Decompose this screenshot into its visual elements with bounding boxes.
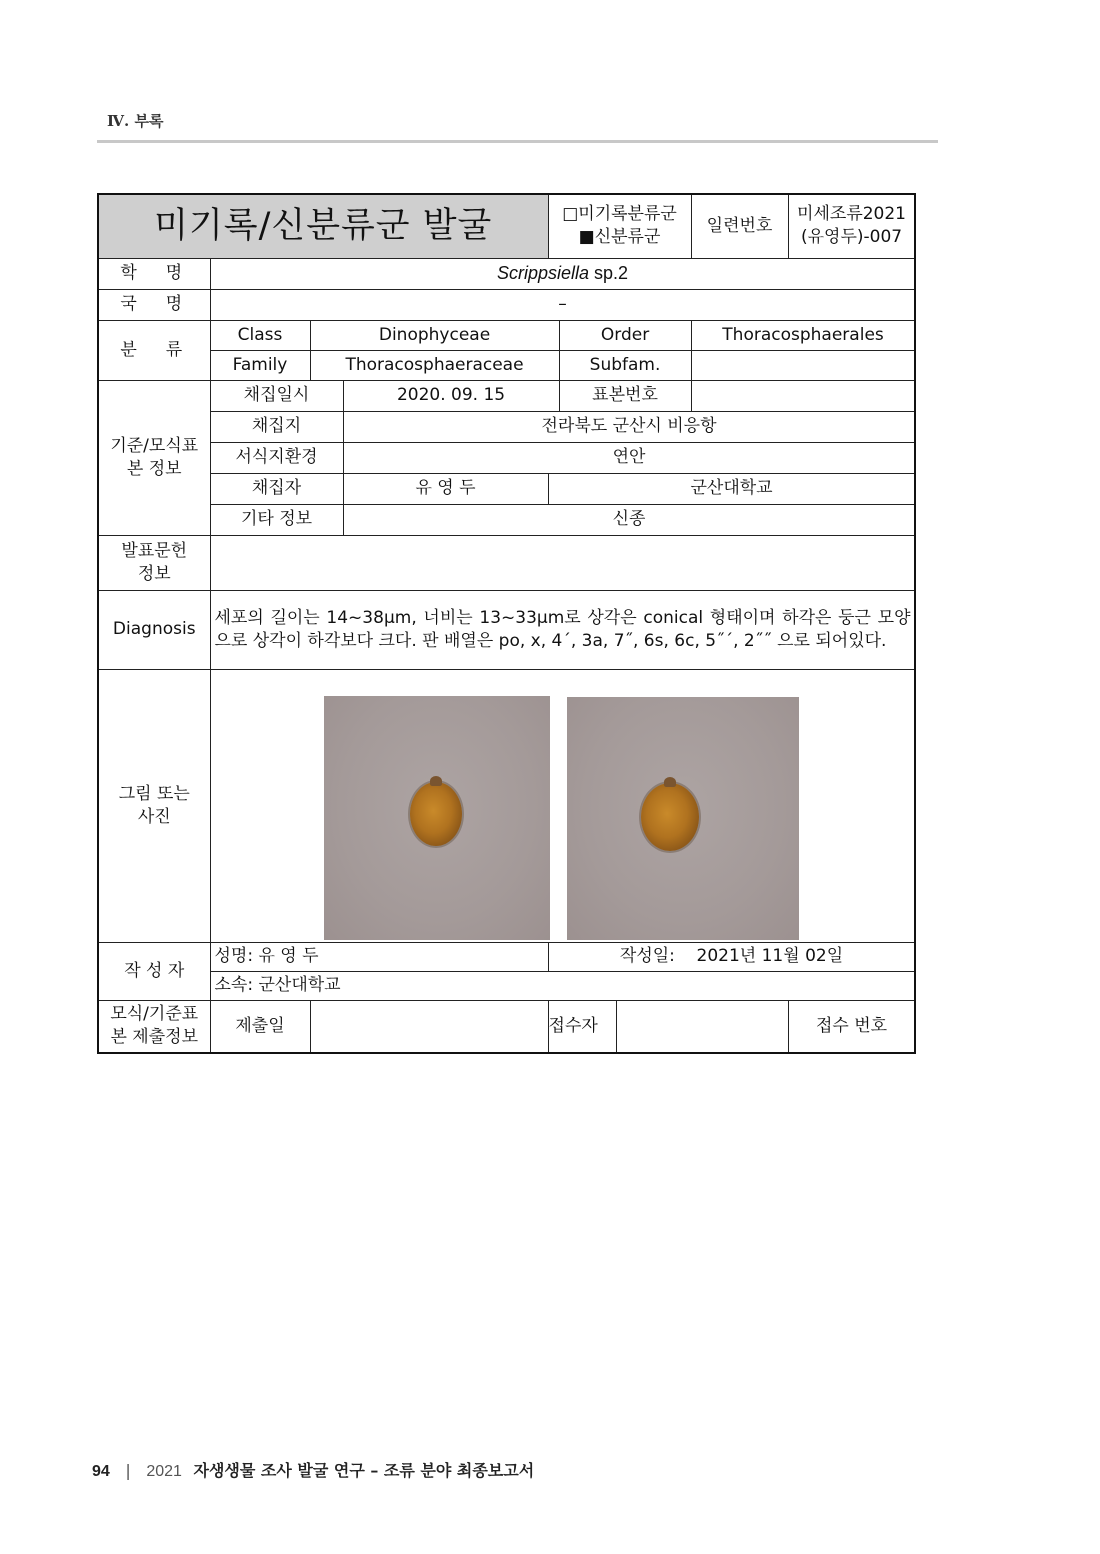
figure-area [210,669,915,942]
publication-label-line2: 정보 [137,563,171,584]
author-name: 성명: 유 영 두 [210,942,548,971]
dinoflagellate-cell-image-2 [641,783,699,851]
collector-affiliation: 군산대학교 [548,473,915,504]
page-number: 94 [92,1463,110,1480]
figure-label-line2: 사진 [137,806,171,827]
figure-label [98,669,210,942]
figure-label-line1: 그림 또는 [118,783,190,804]
author-label: 작 성 자 [98,942,210,1000]
cell-apex-2 [664,777,676,787]
specimen-number-value [691,380,915,411]
collection-date-value: 2020. 09. 15 [343,380,559,411]
other-info-value: 신종 [343,504,915,535]
author-date [548,942,915,971]
serial-value-line1: 미세조류2021 [797,204,906,225]
serial-label: 일련번호 [691,194,788,258]
taxon-type-checkboxes [548,194,691,258]
family-value: Thoracosphaeraceae [310,350,559,380]
scientific-name-genus: Scrippsiella [496,263,590,284]
publication-label [98,535,210,590]
submission-label-line1: 모식/기준표 [110,1004,199,1025]
receipt-number-label: 접수 번호 [788,1000,915,1053]
scientific-name-label: 학 명 [98,258,210,289]
publication-label-line1: 발표문헌 [121,540,188,561]
collection-site-value: 전라북도 군산시 비응항 [343,411,915,442]
report-year: 2021 [146,1463,182,1480]
specimen-info-label [98,380,210,535]
submit-date-value [310,1000,548,1053]
serial-value [788,194,915,258]
author-affiliation: 소속: 군산대학교 [210,971,915,1000]
habitat-label: 서식지환경 [210,442,343,473]
collector-value: 유 영 두 [343,473,548,504]
footer-separator: | [125,1461,131,1480]
receiver-label: 접수자 [548,1000,616,1053]
specimen-info-label-line1: 기준/모식표 [110,435,199,456]
cell-apex-1 [430,776,442,786]
class-label: Class [210,320,310,350]
collection-site-label: 채집지 [210,411,343,442]
diagnosis-text: 세포의 길이는 14~38μm, 너비는 13~33μm로 상각은 conical 형태이며 하각은 둥근 모양으로 상각이 하각보다 크다. 판 배열은 po, x, 4´, 3a, 7˝, 6s, 6c, 5˝´, 2˝˝ 으로 되어있다. [210,590,915,669]
korean-name-label: 국 명 [98,289,210,320]
submission-label-line2: 본 제출정보 [110,1027,198,1048]
subfamily-value [691,350,915,380]
checkbox-unrecorded[interactable]: □미기록분류군 [562,204,677,225]
collection-date-label: 채집일시 [210,380,343,411]
korean-name-value: – [210,289,915,320]
scientific-name-species: sp.2 [589,263,629,284]
other-info-label: 기타 정보 [210,504,343,535]
page-header-section: Ⅳ. 부록 [107,112,164,130]
receiver-value [616,1000,788,1053]
class-value: Dinophyceae [310,320,559,350]
micrograph-photo-2 [567,697,799,940]
subfamily-label: Subfam. [559,350,691,380]
specimen-info-label-line2: 본 정보 [126,458,182,479]
checkbox-new-taxon[interactable]: ■신분류군 [578,227,661,248]
author-date-label: 작성일: [619,946,675,967]
scientific-name-value [210,258,915,289]
dinoflagellate-cell-image-1 [410,782,462,846]
diagnosis-label: Diagnosis [98,590,210,669]
classification-label: 분 류 [98,320,210,380]
author-date-value: 2021년 11월 02일 [696,946,844,967]
serial-value-line2: (유영두)-007 [800,227,903,248]
collector-label: 채집자 [210,473,343,504]
form-title: 미기록/신분류군 발굴 [98,194,548,258]
specimen-number-label: 표본번호 [559,380,691,411]
submit-date-label: 제출일 [210,1000,310,1053]
report-title: 자생생물 조사 발굴 연구 – 조류 분야 최종보고서 [193,1461,535,1480]
order-value: Thoracosphaerales [691,320,915,350]
micrograph-photo-1 [324,696,550,940]
family-label: Family [210,350,310,380]
publication-value [210,535,915,590]
header-divider [97,140,938,143]
order-label: Order [559,320,691,350]
page-footer [92,1458,534,1481]
habitat-value: 연안 [343,442,915,473]
submission-label [98,1000,210,1053]
